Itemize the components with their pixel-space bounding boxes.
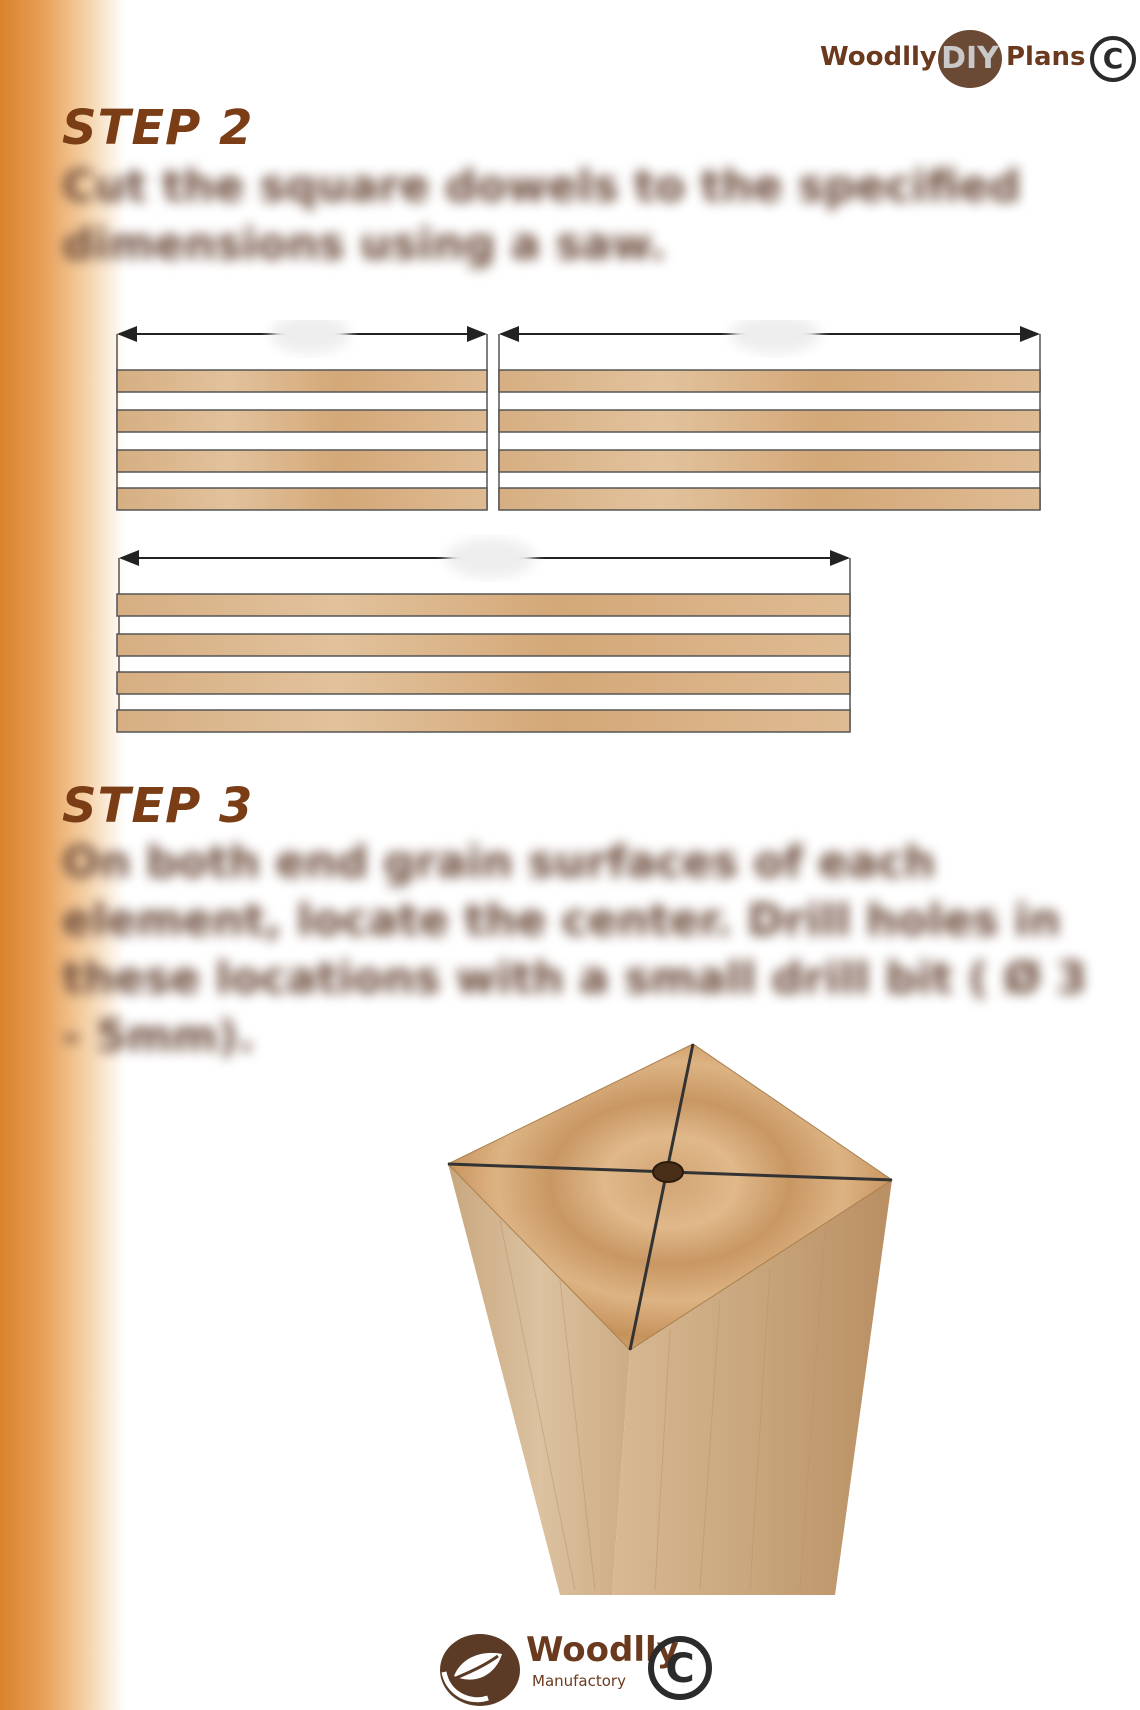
board (117, 450, 487, 472)
step-2-description: Cut the square dowels to the specified dimensions using a saw. (62, 161, 1021, 270)
copyright-icon: C (1090, 36, 1136, 82)
brand-logo-bottom (436, 1628, 726, 1710)
leaf-logo-icon (436, 1632, 524, 1708)
board (499, 488, 1040, 510)
board (117, 488, 487, 510)
blurred-dimension-label (730, 320, 820, 354)
step-3-description: On both end grain surfaces of each element, locate the center. Drill holes in these locations with a small drill bit ( Ø 3 - 5mm). (62, 837, 1087, 1062)
board (117, 410, 487, 432)
brand-name-left: Woodlly (820, 42, 937, 72)
board (499, 370, 1040, 392)
step-3-post-drawing (440, 1030, 900, 1595)
brand-diy-badge: DIY (938, 30, 1002, 88)
brand-name-right: Plans (1006, 42, 1086, 72)
board (499, 410, 1040, 432)
board (117, 594, 850, 616)
brand-logo-top (820, 30, 1135, 88)
footer-brand-sub: Manufactory (532, 1672, 626, 1690)
board (117, 672, 850, 694)
blurred-dimension-label (445, 538, 535, 578)
board-group-medium (499, 320, 1040, 510)
footer-brand-name: Woodlly (526, 1630, 679, 1670)
blurred-dimension-label (270, 320, 350, 354)
board (117, 634, 850, 656)
copyright-icon: C (648, 1636, 712, 1700)
board-group-short (117, 320, 487, 510)
board-group-long (117, 538, 850, 732)
step-2-title: STEP 2 (62, 100, 254, 156)
step-2-board-diagram (115, 320, 1045, 740)
board (117, 370, 487, 392)
board (499, 450, 1040, 472)
board (117, 710, 850, 732)
step-3-title: STEP 3 (62, 778, 254, 834)
drill-hole (653, 1162, 683, 1182)
